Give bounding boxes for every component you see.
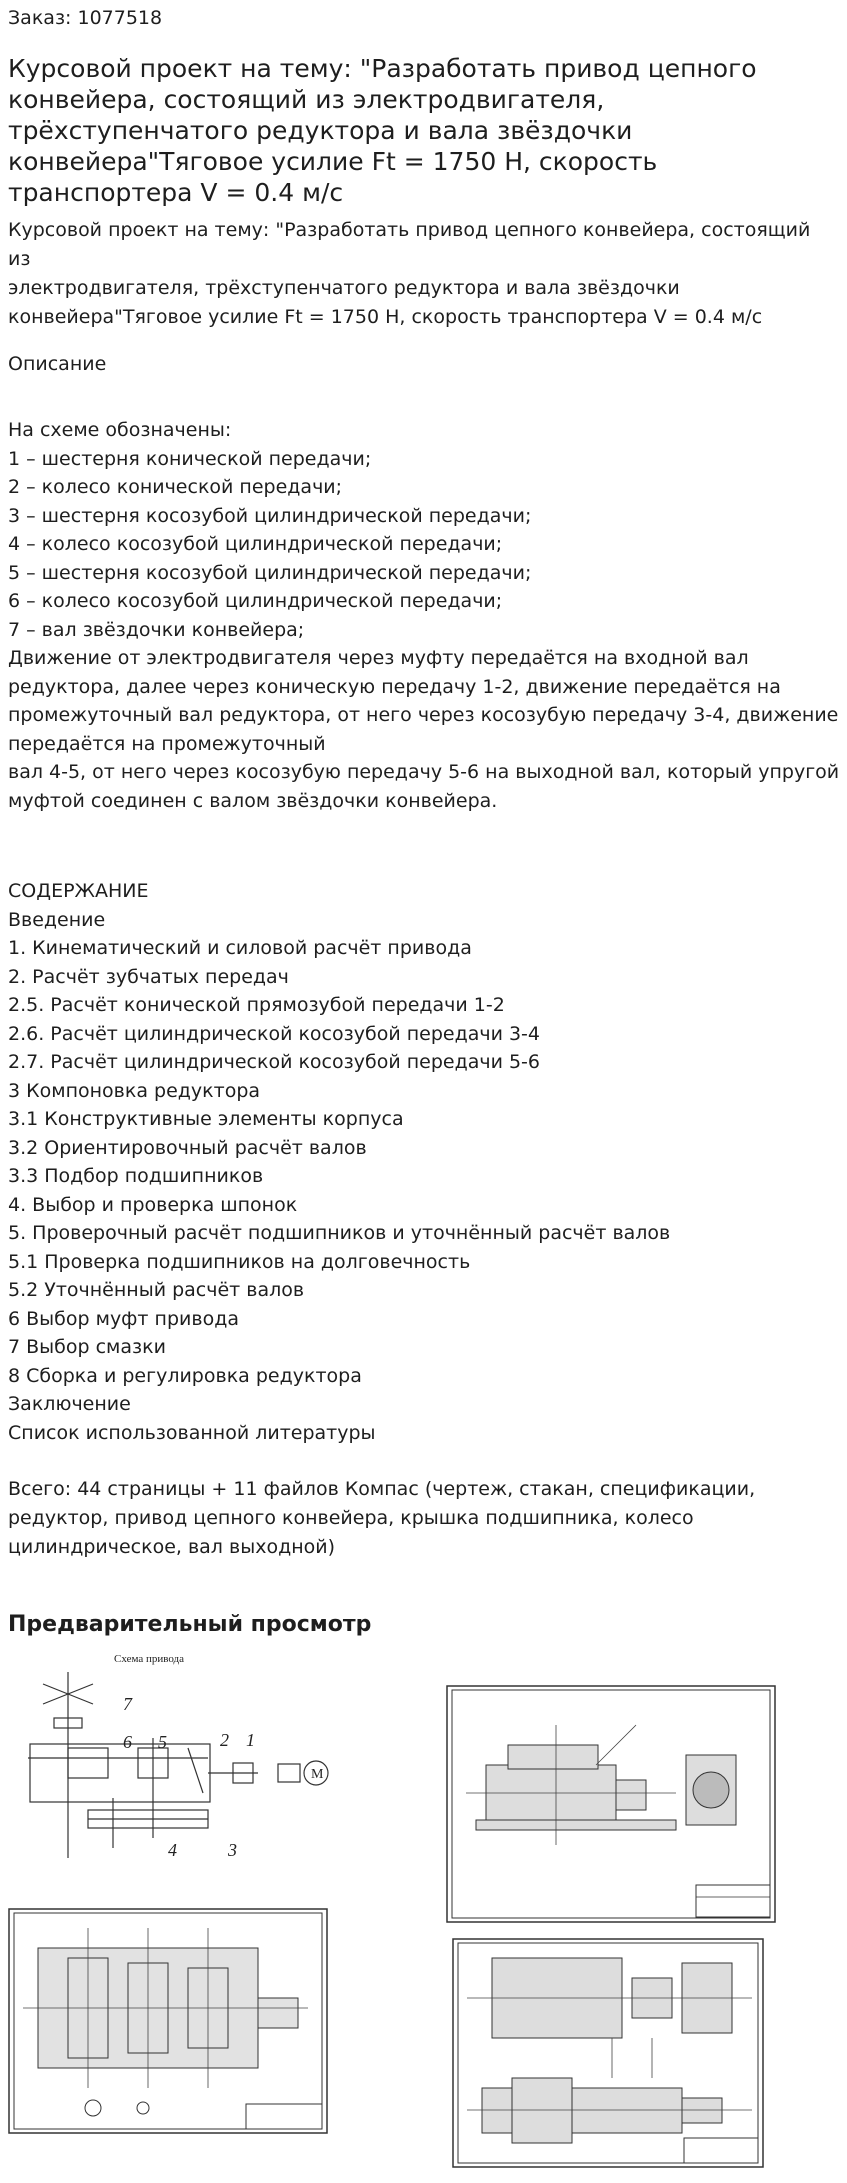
scheme-label: 3 bbox=[228, 1840, 237, 1860]
toc-item: 5.1 Проверка подшипников на долговечность bbox=[8, 1250, 471, 1273]
toc-item: 5.2 Уточнённый расчёт валов bbox=[8, 1279, 305, 1301]
scheme-label: 6 bbox=[123, 1732, 132, 1752]
motion-line: Движение от электродвигателя через муфту передаётся на входной вал bbox=[8, 647, 749, 669]
conveyor-drawing bbox=[452, 1938, 764, 2168]
toc-item: 2.7. Расчёт цилиндрической косозубой передачи 5-6 bbox=[8, 1051, 540, 1073]
toc-item: 3 Компоновка редуктора bbox=[8, 1079, 261, 1102]
motion-line: муфтой соединен с валом звёздочки конвейера. bbox=[8, 789, 498, 812]
subtitle-line: электродвигателя, трёхступенчатого редуктора и вала звёздочки bbox=[8, 277, 680, 299]
legend-item: 3 – шестерня косозубой цилиндрической передачи; bbox=[8, 504, 532, 527]
total-info bbox=[8, 1475, 838, 1562]
toc-item: 7 Выбор смазки bbox=[8, 1336, 166, 1358]
page-title: Курсовой проект на тему: "Разработать привод цепного конвейера, состоящий из электродвигателя, трёхступенчатого редуктора и вала звёздочки конвейера"Тяговое усилие Ft = 1750 Н, скорость транспортера V = 0.4 м/с bbox=[8, 54, 757, 207]
motion-line: передаётся на промежуточный bbox=[8, 732, 326, 755]
toc-item: 3.1 Конструктивные элементы корпуса bbox=[8, 1108, 404, 1130]
page-content bbox=[8, 0, 838, 1562]
toc-item: 4. Выбор и проверка шпонок bbox=[8, 1193, 298, 1216]
table-of-contents bbox=[8, 877, 838, 1447]
toc-item: Заключение bbox=[8, 1393, 131, 1415]
drive-drawing bbox=[446, 1685, 776, 1923]
subtitle bbox=[8, 216, 838, 332]
toc-item: 3.3 Подбор подшипников bbox=[8, 1165, 264, 1187]
scheme-label: 2 bbox=[220, 1730, 229, 1750]
motion-line: редуктора, далее через коническую передачу 1-2, движение передаётся на bbox=[8, 675, 781, 698]
description-label: Описание bbox=[8, 353, 107, 375]
preview-drive-drawing-thumbnail[interactable] bbox=[446, 1685, 776, 1923]
scheme-label: 4 bbox=[168, 1840, 177, 1860]
legend-item: 1 – шестерня конической передачи; bbox=[8, 447, 372, 470]
toc-item: Список использованной литературы bbox=[8, 1421, 376, 1444]
subtitle-line: конвейера"Тяговое усилие Ft = 1750 Н, скорость транспортера V = 0.4 м/с bbox=[8, 306, 763, 328]
scheme-caption: Схема привода bbox=[114, 1653, 185, 1665]
preview-heading: Предварительный просмотр bbox=[8, 1612, 372, 1637]
legend-item: 5 – шестерня косозубой цилиндрической передачи; bbox=[8, 561, 532, 584]
motion-line: промежуточный вал редуктора, от него через косозубую передачу 3-4, движение bbox=[8, 704, 839, 726]
toc-item: 1. Кинематический и силовой расчёт привода bbox=[8, 937, 472, 959]
scheme-label: 5 bbox=[158, 1732, 167, 1752]
legend-item: 2 – колесо конической передачи; bbox=[8, 476, 343, 498]
preview-conveyor-drawing-thumbnail[interactable] bbox=[452, 1938, 764, 2168]
scheme-intro: На схеме обозначены: bbox=[8, 419, 232, 441]
subtitle-line: Курсовой проект на тему: "Разработать привод цепного конвейера, состоящий из bbox=[8, 219, 811, 270]
motion-line: вал 4-5, от него через косозубую передачу 5-6 на выходной вал, который упругой bbox=[8, 761, 840, 783]
gearbox-drawing bbox=[8, 1908, 328, 2134]
preview-gearbox-drawing-thumbnail[interactable] bbox=[8, 1908, 328, 2134]
toc-item: 8 Сборка и регулировка редуктора bbox=[8, 1364, 362, 1387]
toc-heading: СОДЕРЖАНИЕ bbox=[8, 880, 149, 902]
toc-item: 2. Расчёт зубчатых передач bbox=[8, 965, 289, 988]
toc-item: Введение bbox=[8, 908, 106, 931]
toc-item: 3.2 Ориентировочный расчёт валов bbox=[8, 1136, 367, 1159]
order-number: Заказ: 1077518 bbox=[8, 7, 163, 29]
legend-item: 6 – колесо косозубой цилиндрической передачи; bbox=[8, 590, 503, 612]
toc-item: 5. Проверочный расчёт подшипников и уточнённый расчёт валов bbox=[8, 1222, 671, 1244]
preview-scheme-thumbnail[interactable] bbox=[8, 1648, 338, 1870]
total-line: цилиндрическое, вал выходной) bbox=[8, 1536, 336, 1558]
legend-item: 4 – колесо косозубой цилиндрической передачи; bbox=[8, 533, 503, 555]
toc-item: 2.6. Расчёт цилиндрической косозубой передачи 3-4 bbox=[8, 1022, 540, 1045]
scheme-label: 1 bbox=[246, 1730, 255, 1750]
toc-item: 6 Выбор муфт привода bbox=[8, 1307, 239, 1330]
scheme-label: 7 bbox=[123, 1694, 132, 1714]
toc-item: 2.5. Расчёт конической прямозубой передачи 1-2 bbox=[8, 994, 505, 1016]
drive-scheme-drawing bbox=[8, 1648, 338, 1870]
legend-item: 7 – вал звёздочки конвейера; bbox=[8, 618, 305, 641]
total-line: Всего: 44 страницы + 11 файлов Компас (чертеж, стакан, спецификации, bbox=[8, 1478, 756, 1500]
total-line: редуктор, привод цепного конвейера, крышка подшипника, колесо bbox=[8, 1507, 694, 1529]
scheme-legend bbox=[8, 416, 838, 815]
motor-label: M bbox=[311, 1767, 324, 1782]
